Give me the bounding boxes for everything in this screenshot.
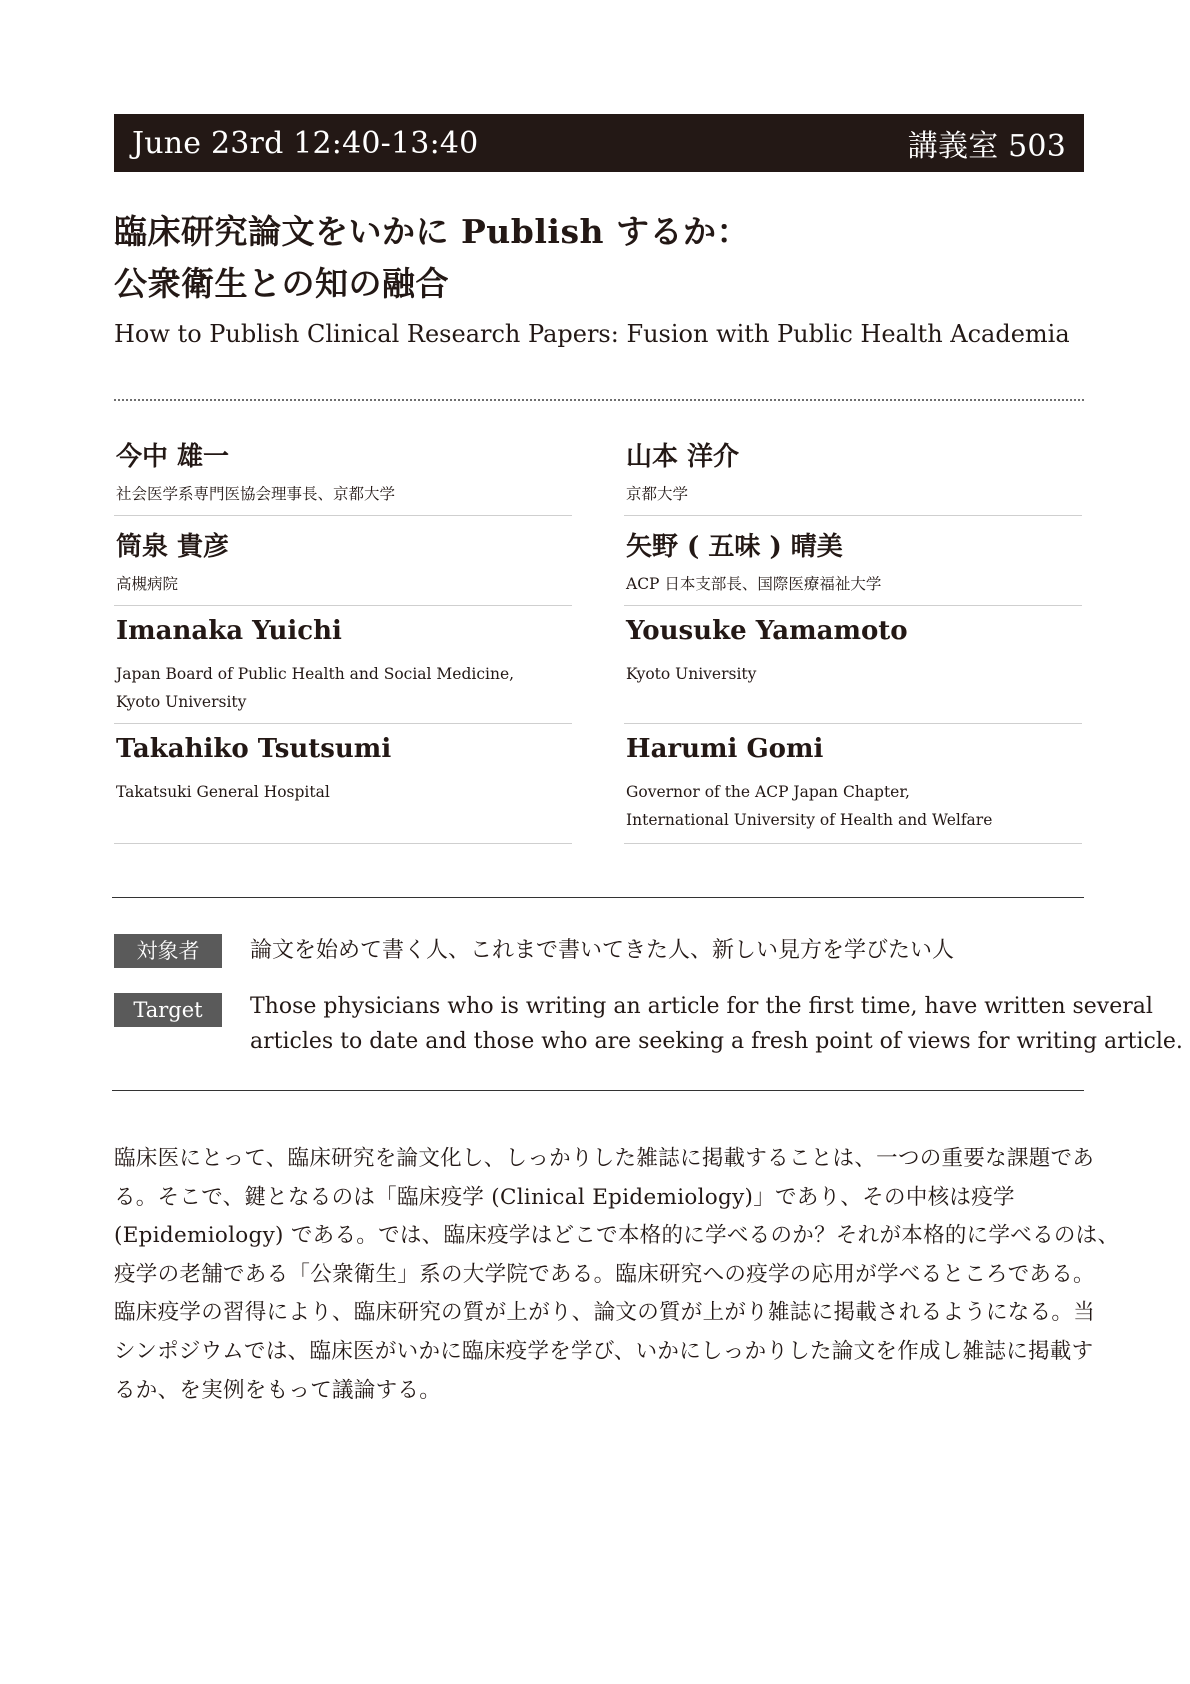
- speaker-card: [624, 436, 1082, 516]
- speaker-affiliation: Kyoto University: [626, 665, 757, 683]
- speaker-card: [114, 526, 572, 606]
- speaker-card: [114, 616, 572, 724]
- speaker-name: 筒泉 貴彦: [116, 532, 230, 562]
- speaker-name: 矢野 ( 五味 ) 晴美: [626, 532, 843, 562]
- title-jp-line-1: 臨床研究論文をいかに Publish するか：: [114, 212, 751, 251]
- description-line: る。そこで、鍵となるのは「臨床疫学 (Clinical Epidemiology)」であり、その中核は疫学: [114, 1184, 1015, 1210]
- session-description: [114, 1140, 1120, 1410]
- speaker-affiliation: Takatsuki General Hospital: [116, 783, 330, 801]
- description-line: (Epidemiology) である。では、臨床疫学はどこで本格的に学べるのか？それが本格的に学べるのは、: [114, 1223, 1120, 1249]
- speaker-card: [114, 436, 572, 516]
- speaker-card: [624, 734, 1082, 844]
- speaker-affiliation: International University of Health and Welfare: [626, 811, 993, 829]
- session-room: 講義室 503: [907, 129, 1066, 164]
- speaker-affiliation: 高槻病院: [116, 575, 179, 593]
- description-line: るか、を実例をもって議論する。: [114, 1377, 442, 1403]
- dotted-divider: [114, 399, 1084, 401]
- speaker-name: Harumi Gomi: [626, 734, 824, 764]
- audience-en-line-1: Those physicians who is writing an article for the first time, have written several: [250, 994, 1153, 1019]
- description-line: 疫学の老舗である「公衆衛生」系の大学院である。臨床研究への疫学の応用が学べるところである。: [114, 1261, 1095, 1287]
- audience-bottom-rule: [112, 1090, 1084, 1091]
- audience-jp-text: 論文を始めて書く人、これまで書いてきた人、新しい見方を学びたい人: [250, 938, 955, 963]
- speaker-name: Imanaka Yuichi: [116, 616, 342, 646]
- speaker-name: Yousuke Yamamoto: [626, 616, 908, 646]
- title-jp-line-2: 公衆衛生との知の融合: [114, 264, 449, 303]
- session-header-bar: [114, 114, 1084, 172]
- audience-top-rule: [112, 897, 1084, 898]
- speaker-name: 今中 雄一: [116, 442, 230, 472]
- speaker-card: [624, 616, 1082, 724]
- session-title-jp: [114, 206, 1084, 310]
- speaker-affiliation: Japan Board of Public Health and Social Medicine,: [116, 665, 515, 683]
- speaker-card: [114, 734, 572, 844]
- speaker-name: Takahiko Tsutsumi: [116, 734, 392, 764]
- speaker-affiliation: ACP 日本支部長、国際医療福祉大学: [626, 575, 882, 593]
- description-line: 臨床疫学の習得により、臨床研究の質が上がり、論文の質が上がり雑誌に掲載されるようになる。当: [114, 1300, 1096, 1326]
- session-title-en: How to Publish Clinical Research Papers: Fusion with Public Health Academia: [114, 320, 1070, 348]
- audience-en-line-2: articles to date and those who are seeking a fresh point of views for writing article.: [250, 1029, 1183, 1054]
- speaker-card: [624, 526, 1082, 606]
- description-line: 臨床医にとって、臨床研究を論文化し、しっかりした雑誌に掲載することは、一つの重要な課題であ: [114, 1146, 1095, 1171]
- audience-jp-label: 対象者: [114, 934, 222, 968]
- speaker-name: 山本 洋介: [626, 442, 740, 472]
- description-line: シンポジウムでは、臨床医がいかに臨床疫学を学び、いかにしっかりした論文を作成し雑誌に掲載す: [114, 1338, 1094, 1364]
- session-datetime: June 23rd 12:40-13:40: [132, 125, 479, 161]
- audience-en-label: Target: [114, 993, 222, 1027]
- speaker-affiliation: 社会医学系専門医協会理事長、京都大学: [116, 485, 396, 503]
- speaker-affiliation: 京都大学: [626, 485, 689, 503]
- speaker-affiliation: Governor of the ACP Japan Chapter,: [626, 783, 910, 801]
- speaker-affiliation: Kyoto University: [116, 693, 247, 711]
